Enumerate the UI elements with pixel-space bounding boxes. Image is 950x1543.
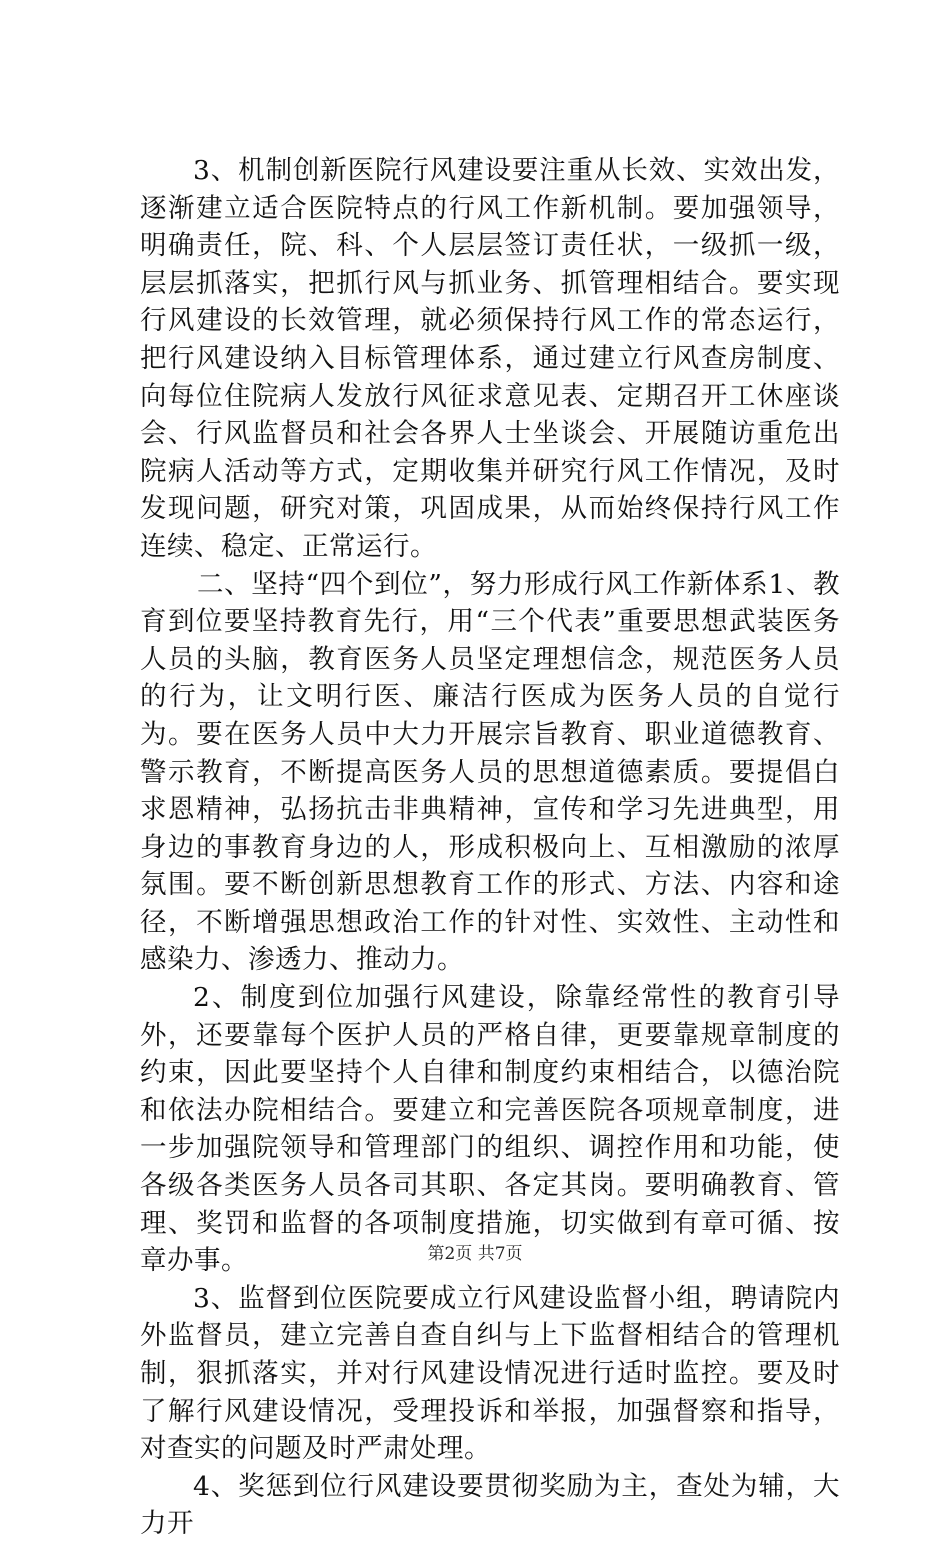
paragraph-supervision-in-place: 3、监督到位医院要成立行风建设监督小组，聘请院内外监督员，建立完善自查自纠与上下监督相结合的管理机制，狠抓落实，并对行风建设情况进行适时监控。要及时了解行风建设情况，受理投诉和举报，加强督察和指导，对查实的问题及时严肃处理。 (140, 1282, 840, 1465)
document-body (140, 152, 840, 1543)
paragraph-mechanism-innovation: 3、机制创新医院行风建设要注重从长效、实效出发，逐渐建立适合医院特点的行风工作新机制。要加强领导，明确责任，院、科、个人层层签订责任状，一级抓一级，层层抓落实，把抓行风与抓业务、抓管理相结合。要实现行风建设的长效管理，就必须保持行风工作的常态运行，把行风建设纳入目标管理体系，通过建立行风查房制度、向每位住院病人发放行风征求意见表、定期召开工休座谈会、行风监督员和社会各界人士坐谈会、开展随访重危出院病人活动等方式，定期收集并研究行风工作情况，及时发现问题，研究对策，巩固成果，从而始终保持行风工作连续、稳定、正常运行。 (140, 155, 840, 562)
paragraph-rewards-punishment: 4、奖惩到位行风建设要贯彻奖励为主，查处为辅，大力开 (140, 1470, 840, 1540)
paragraph-system-in-place: 2、制度到位加强行风建设，除靠经常性的教育引导外，还要靠每个医护人员的严格自律，更要靠规章制度的约束，因此要坚持个人自律和制度约束相结合，以德治院和依法办院相结合。要建立和完善医院各项规章制度，进一步加强院领导和管理部门的组织、调控作用和功能，使各级各类医务人员各司其职、各定其岗。要明确教育、管理、奖罚和监督的各项制度措施，切实做到有章可循、按章办事。 (140, 982, 840, 1277)
page-number-footer: 第2页 共7页 (427, 1244, 523, 1264)
paragraph-four-in-place-education: 二、坚持“四个到位”，努力形成行风工作新体系1、教育到位要坚持教育先行，用“三个代表”重要思想武装医务人员的头脑，教育医务人员坚定理想信念，规范医务人员的行为，让文明行医、廉洁行医成为医务人员的自觉行为。要在医务人员中大力开展宗旨教育、职业道德教育、警示教育，不断提高医务人员的思想道德素质。要提倡白求恩精神，弘扬抗击非典精神，宣传和学习先进典型，用身边的事教育身边的人，形成积极向上、互相激励的浓厚氛围。要不断创新思想教育工作的形式、方法、内容和途径，不断增强思想政治工作的针对性、实效性、主动性和感染力、渗透力、推动力。 (140, 568, 840, 976)
